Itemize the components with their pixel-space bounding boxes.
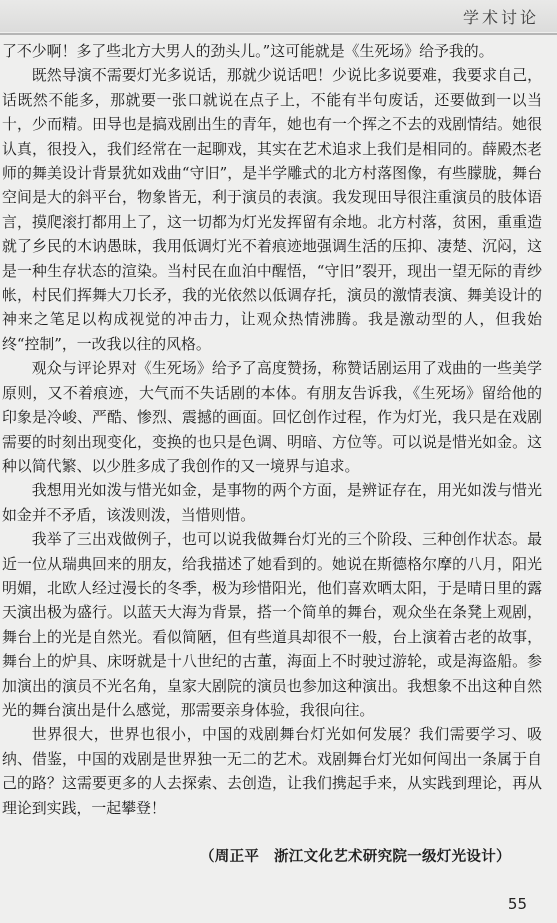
paragraph-5: 我举了三出戏做例子，也可以说我做舞台灯光的三个阶段、三种创作状态。最近一位从瑞典回来的朋友，给我描述了她看到的。她说在斯德格尔摩的八月，阳光明媚，北欧人经过漫长的冬季，极为珍惜阳光，他们喜欢晒太阳，于是晴日里的露天演出极为盛行。以蓝天大海为背景，搭一个简单的舞台，观众坐在条凳上观剧，舞台上的光是自然光。看似简陋，但有些道具却很不一般，台上演着古老的故事，舞台上的炉具、床呀就是十八世纪的古董，海面上不时驶过游轮，或是海盗船。参加演出的演员不光名角，皇家大剧院的演员也参加这种演出。我想象不出这种自然光的舞台演出是什么感觉，那需要亲身体验，我很向往。 [2,530,542,719]
paragraph-2: 既然导演不需要灯光多说话，那就少说话吧！少说比多说要难，我要求自己，话既然不能多，那就要一张口就说在点子上，不能有半句废话，还要做到一以当十，少而精。田导也是搞戏剧出生的青年，她也有一个挥之不去的戏剧情结。她很认真，很投入，我们经常在一起聊戏，其实在艺术追求上我们是相同的。薛殿杰老师的舞美设计背景犹如戏曲“守旧”，是半学雕式的北方村落图像，有些朦胧，舞台空间是大的斜平台，物象皆无，利于演员的表演。我发现田导很注重演员的肢体语言，摸爬滚打都用上了，这一切都为灯光发挥留有余地。北方村落，贫困，重重造就了乡民的木讷愚昧，我用低调灯光不着痕迹地强调生活的压抑、凄楚、沉闷，这是一种生存状态的渲染。当村民在血泊中醒悟，“守旧”裂开，现出一望无际的青纱帐，村民们挥舞大刀长矛，我的光依然以低调存托，演员的激情表演、舞美设计的神来之笔足以构成视觉的冲击力，让观众热情沸腾。我是激动型的人，但我始终“控制”，一改我以往的风格。 [2,66,542,353]
article-body [2,39,542,820]
paragraph-3: 观众与评论界对《生死场》给予了高度赞扬，称赞话剧运用了戏曲的一些美学原则，又不着痕迹，大气而不失话剧的本体。有朋友告诉我，《生死场》留给他的印象是冷峻、严酷、惨烈、震撼的画面。回忆创作过程，作为灯光，我只是在戏剧需要的时刻出现变化，变换的也只是色调、明暗、方位等。可以说是惜光如金。这种以简代繁、以少胜多成了我创作的又一境界与追求。 [2,359,542,475]
paragraph-1: 了不少啊！多了些北方大男人的劲头儿。”这可能就是《生死场》给予我的。 [2,42,494,60]
paragraph-6: 世界很大，世界也很小，中国的戏剧舞台灯光如何发展？我们需要学习、吸纳、借鉴，中国的戏剧是世界独一无二的艺术。戏剧舞台灯光如何闯出一条属于自己的路？这需要更多的人去探索、去创造，让我们携起手来，从实践到理论，再从理论到实践，一起攀登！ [2,725,542,817]
header-divider [0,33,557,35]
author-signature: （周正平 浙江文化艺术研究院一级灯光设计） [200,848,511,865]
header-bar [0,0,557,32]
section-title: 学术讨论 [462,8,539,27]
page-number: 55 [507,895,527,913]
paragraph-4: 我想用光如泼与惜光如金，是事物的两个方面，是辨证存在，用光如泼与惜光如金并不矛盾，该泼则泼，当惜则惜。 [2,481,542,524]
